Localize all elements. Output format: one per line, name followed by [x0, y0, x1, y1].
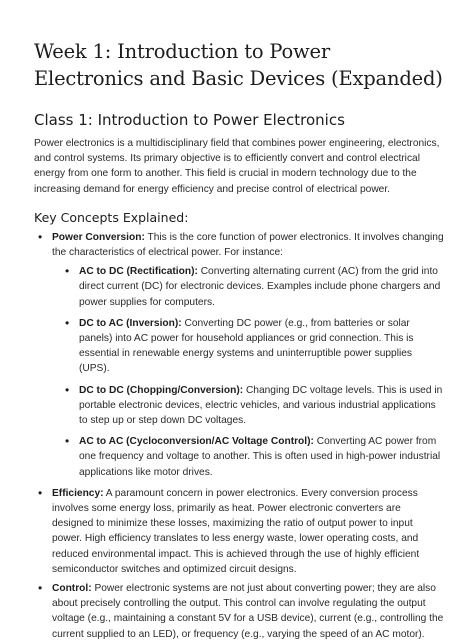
concept-term: Control: [52, 583, 92, 595]
conversion-dc-dc [62, 383, 444, 429]
conversion-text: Converting AC power from one frequency and voltage to another. This is often used in high-power industrial applications like motor drives. [79, 436, 441, 478]
conversion-text: Converting alternating current (AC) from the grid into direct current (DC) for electronic devices. Examples include phone chargers and power supplies for computers. [79, 266, 441, 308]
concept-term: Efficiency: [52, 487, 104, 499]
conversion-text: Changing DC voltage levels. This is used in portable electronic devices, electric vehicles, and various industrial applications to step up or step down DC voltages. [79, 384, 443, 427]
concept-power-conversion [34, 230, 444, 480]
concept-term: Power Conversion: [52, 231, 145, 243]
conversion-term: DC to DC (Chopping/Conversion): [79, 384, 244, 396]
conversion-ac-ac [62, 434, 444, 480]
concept-text: This is the core function of power electronics. It involves changing the characteristics of electrical power. For instance: [52, 231, 444, 259]
conversion-text: Converting DC power (e.g., from batteries or solar panels) into AC power for household appliances or grid connection. This is essential in renewable energy systems and uninterruptible power supplies (UPS). [79, 317, 414, 375]
key-concepts-heading: Key Concepts Explained: [34, 209, 189, 225]
conversion-dc-ac [62, 316, 444, 377]
concept-text: Power electronic systems are not just about converting power; they are also about precisely controlling the output. This control can involve regulating the output voltage (e.g., maintaining a constant 5V for a USB device), current (e.g., controlling the current supplied to an LED), or frequency (e.g., varying the speed of an AC motor). [52, 583, 444, 640]
document-title: Week 1: Introduction to Power Electronics and Basic Devices (Expanded) [34, 40, 443, 90]
concept-text: A paramount concern in power electronics. Every conversion process involves some energy loss, primarily as heat. Power electronic converters are designed to minimize these losses, maximizing the ratio of output power to input power. High efficiency translates to less energy waste, lower operating costs, and reduced environmental impact. This is achieved through the use of highly efficient semiconductor switches and optimized circuit designs. [52, 487, 420, 575]
class-heading: Class 1: Introduction to Power Electronics [34, 111, 345, 129]
concept-efficiency [34, 486, 444, 577]
conversion-ac-dc [62, 264, 444, 310]
conversion-term: AC to AC (Cycloconversion/AC Voltage Control): [79, 436, 314, 448]
conversion-term: DC to AC (Inversion): [79, 317, 182, 329]
concept-control [34, 581, 444, 642]
intro-paragraph: Power electronics is a multidisciplinary field that combines power engineering, electronics, and control systems. Its primary objective is to efficiently convert and control electrical energy from one form to another. This field is crucial in modern technology due to the increasing demand for energy efficiency and precise control of electrical power. [34, 138, 440, 195]
key-concepts-list [34, 230, 444, 642]
conversion-types-list [52, 264, 444, 480]
conversion-term: AC to DC (Rectification): [79, 266, 198, 278]
